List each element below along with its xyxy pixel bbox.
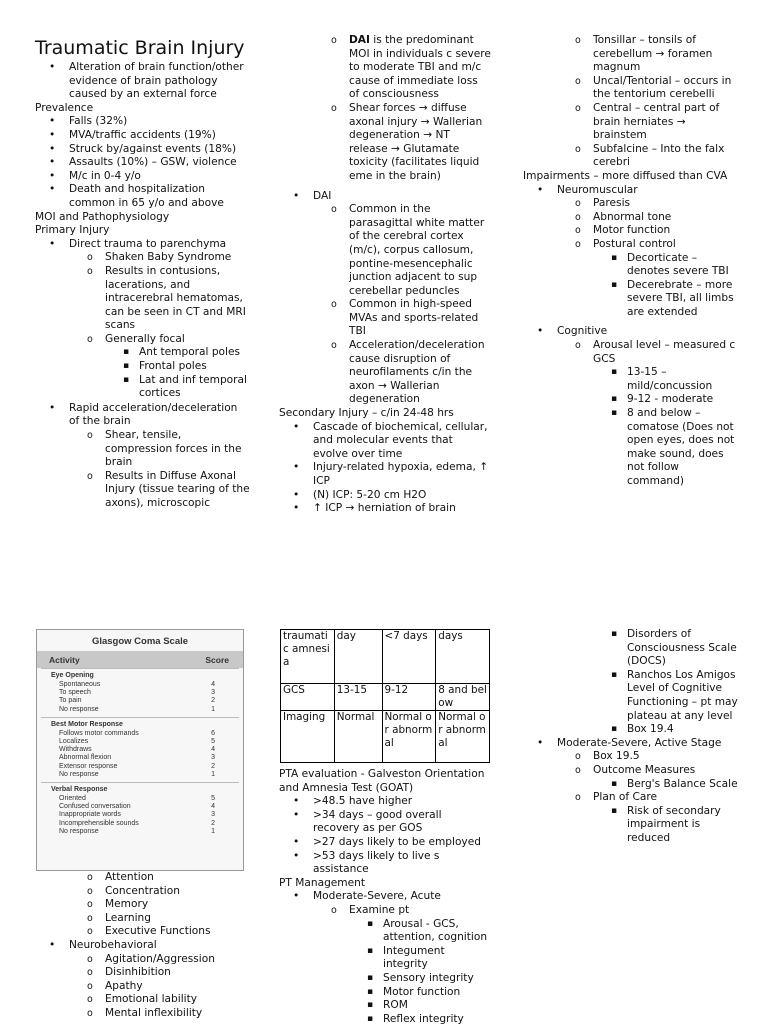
focal-sublist — [35, 346, 250, 400]
sub-sub-item: ▪ Decorticate – denotes severe TBI — [523, 252, 738, 279]
gcs-row — [41, 820, 239, 828]
gcs-row-score: 3 — [211, 689, 215, 697]
neurobehavioral-list — [35, 939, 250, 1021]
sub-item: o Box 19.5 — [523, 750, 738, 764]
sub-item — [279, 904, 491, 1026]
gcs-score-header: Score — [205, 655, 229, 665]
impairment-item — [523, 184, 738, 320]
column-4 — [35, 871, 250, 1021]
prevalence-item: • Death and hospitalization common in 65 y/o and above — [35, 183, 250, 210]
sub-item — [523, 764, 738, 791]
gcs-row-score: 5 — [211, 795, 215, 803]
table-row — [281, 684, 490, 711]
gcs-row — [41, 689, 239, 697]
sub-item: o Results in Diffuse Axonal Injury (tissue tearing of the axons), microscopic — [35, 470, 250, 511]
assessment-item: ▪ Box 19.4 — [523, 723, 738, 737]
herniation-list — [523, 34, 738, 170]
gcs-row-score: 3 — [211, 811, 215, 819]
dai-bold-label: DAI — [349, 34, 370, 46]
herniation-item: o Tonsillar – tonsils of cerebellum → foramen magnum — [523, 34, 738, 75]
sub-item — [523, 238, 738, 320]
assessment-list — [523, 628, 738, 737]
gcs-header-row — [37, 651, 243, 668]
pt-management-heading: PT Management — [279, 876, 366, 889]
gcs-row-label: Follows motor commands — [59, 729, 139, 737]
prevalence-item: • M/c in 0-4 y/o — [35, 170, 250, 184]
prevalence-item: • Struck by/against events (18%) — [35, 143, 250, 157]
gcs-row — [41, 771, 239, 779]
pta-list — [279, 795, 491, 877]
gcs-section-title: Verbal Response — [51, 786, 108, 794]
gcs-row — [41, 811, 239, 819]
gcs-row-label: No response — [59, 827, 99, 835]
prevalence-item: • Assaults (10%) – GSW, violence — [35, 156, 250, 170]
sub-sub-item: ▪ Frontal poles — [35, 360, 250, 374]
neurobehavioral-item — [35, 939, 250, 1021]
rapid-accel-text: Rapid acceleration/deceleration of the brain — [69, 401, 238, 428]
table-row — [281, 711, 490, 763]
gcs-row — [41, 795, 239, 803]
gcs-row — [41, 803, 239, 811]
prevalence-item: • Falls (32%) — [35, 115, 250, 129]
gcs-row-label: Spontaneous — [59, 681, 101, 688]
gcs-row-label: Extensor response — [59, 762, 118, 770]
gcs-row-score: 3 — [211, 754, 215, 762]
sub-item: o Common in the parasagittal white matter of the cerebral cortex (m/c), corpus callosum, pontine-mesencephalic junction adjacent to sup cerebellar peduncles — [279, 203, 491, 298]
exam-item: ▪ Sensory integrity — [279, 972, 491, 986]
sub-item: o Emotional lability — [35, 993, 250, 1007]
table-cell: Normal — [334, 711, 382, 763]
document-title: Traumatic Brain Injury — [35, 37, 245, 59]
primary-injury-heading: Primary Injury — [35, 224, 110, 237]
pt-management-item — [279, 890, 491, 1026]
active-stage-label: Moderate-Severe, Active Stage — [557, 736, 722, 749]
direct-trauma-text: Direct trauma to parenchyma — [69, 237, 227, 250]
exam-item: ▪ ROM — [279, 999, 491, 1013]
dai-list — [279, 190, 491, 408]
cognitive-label: Cognitive — [557, 325, 608, 338]
secondary-injury-heading: Secondary Injury – c/in 24-48 hrs — [279, 407, 454, 420]
column-5 — [279, 768, 491, 1026]
severity-table — [280, 629, 490, 763]
neurobehavioral-label: Neurobehavioral — [69, 938, 157, 951]
cognitive-items-list — [35, 871, 250, 939]
gcs-row-score: 1 — [211, 705, 215, 713]
table-cell: <7 days — [382, 630, 436, 684]
sub-item: o Shaken Baby Syndrome — [35, 251, 250, 265]
exam-item: ▪ Motor function — [279, 986, 491, 1000]
sub-item — [35, 333, 250, 401]
rapid-accel-sublist — [35, 429, 250, 511]
impairments-list — [523, 184, 738, 489]
plan-label: Plan of Care — [593, 791, 658, 804]
gcs-row-score: 4 — [211, 746, 215, 754]
dai-item — [279, 190, 491, 408]
exam-item: ▪ Reflex integrity — [279, 1013, 491, 1026]
sub-sub-item: ▪ Lat and inf temporal cortices — [35, 374, 250, 401]
dai-label: DAI — [313, 189, 332, 202]
gcs-row-score: 4 — [211, 803, 215, 811]
gcs-row — [41, 681, 239, 689]
column-1 — [35, 36, 250, 511]
column-2 — [279, 34, 491, 516]
gcs-row-score: 1 — [211, 827, 215, 835]
prevalence-heading: Prevalence — [35, 101, 94, 114]
dai-intro-list — [279, 34, 491, 184]
outcome-label: Outcome Measures — [593, 763, 696, 776]
prevalence-list — [35, 115, 250, 210]
gcs-level-item: ▪ 9-12 - moderate — [523, 393, 738, 407]
table-cell: Normal or abnormal — [382, 711, 436, 763]
exam-item: ▪ Integument integrity — [279, 945, 491, 972]
gcs-row — [41, 730, 239, 738]
gcs-levels-list — [523, 366, 738, 488]
table-cell: 13-15 — [334, 684, 382, 711]
secondary-item: • Cascade of biochemical, cellular, and molecular events that evolve over time — [279, 421, 491, 462]
gcs-activity-header: Activity — [49, 655, 80, 665]
assessment-item: ▪ Disorders of Consciousness Scale (DOCS) — [523, 628, 738, 669]
pta-item: • >53 days likely to live s assistance — [279, 850, 491, 877]
gcs-row-label: Abnormal flexion — [59, 754, 112, 762]
secondary-item: • (N) ICP: 5-20 cm H2O — [279, 489, 491, 503]
gcs-section — [41, 717, 239, 782]
examine-label: Examine pt — [349, 903, 410, 916]
secondary-item: • Injury-related hypoxia, edema, ↑ ICP — [279, 461, 491, 488]
gcs-level-item: ▪ 8 and below – comatose (Does not open eyes, does not make sound, does not follow command) — [523, 407, 738, 489]
gcs-row-score: 2 — [211, 697, 215, 705]
plan-sublist — [523, 805, 738, 846]
secondary-item: • ↑ ICP → herniation of brain — [279, 502, 491, 516]
sub-item — [523, 339, 738, 489]
gcs-section — [41, 668, 239, 717]
gcs-row — [41, 738, 239, 746]
arousal-label: Arousal level – measured c GCS — [593, 339, 736, 365]
shear-item: o Shear forces → diffuse axonal injury → Wallerian degeneration → NT release → Glutamate toxicity (facilitates liquid eme in the brain) — [279, 102, 491, 184]
postural-sublist — [523, 252, 738, 320]
gcs-row-label: To speech — [59, 689, 91, 697]
gcs-row-label: No response — [59, 705, 99, 713]
sub-item: o Abnormal tone — [523, 211, 738, 225]
sub-item: o Shear, tensile, compression forces in the brain — [35, 429, 250, 470]
gcs-row-label: Localizes — [59, 738, 89, 746]
definition-list — [35, 61, 250, 102]
table-cell: GCS — [281, 684, 335, 711]
primary-injury-item — [35, 402, 250, 511]
active-stage-sublist — [523, 750, 738, 845]
neurobehavioral-sublist — [35, 953, 250, 1021]
gcs-row — [41, 828, 239, 836]
focal-text: Generally focal — [105, 332, 185, 345]
primary-injury-list — [35, 238, 250, 511]
sub-item: o Paresis — [523, 197, 738, 211]
table-cell: Normal or abnormal — [436, 711, 490, 763]
herniation-item: o Central – central part of brain herniates → brainstem — [523, 102, 738, 143]
sub-item: o Mental inflexibility — [35, 1007, 250, 1021]
gcs-row — [41, 706, 239, 714]
sub-item: o Disinhibition — [35, 966, 250, 980]
cognitive-item: o Executive Functions — [35, 925, 250, 939]
gcs-row — [41, 746, 239, 754]
gcs-row — [41, 763, 239, 771]
gcs-row-score: 1 — [211, 770, 215, 778]
secondary-injury-list — [279, 421, 491, 516]
neuromuscular-label: Neuromuscular — [557, 183, 638, 196]
sub-item: o Apathy — [35, 980, 250, 994]
active-stage-list — [523, 737, 738, 846]
outcome-sublist — [523, 778, 738, 792]
table-cell: Imaging — [281, 711, 335, 763]
gcs-row-score: 5 — [211, 738, 215, 746]
sub-sub-item: ▪ Berg's Balance Scale — [523, 778, 738, 792]
gcs-row-label: Inappropriate words — [59, 811, 121, 819]
table-cell: days — [436, 630, 490, 684]
exam-items-list — [279, 918, 491, 1026]
gcs-row-label: Confused conversation — [59, 803, 131, 811]
impairment-item — [523, 325, 738, 488]
gcs-row-score: 6 — [211, 729, 215, 737]
prevalence-item: • MVA/traffic accidents (19%) — [35, 129, 250, 143]
table-cell: day — [334, 630, 382, 684]
dai-intro-text: is the predominant MOI in individuals c severe to moderate TBI and m/c cause of immediate loss of consciousness — [349, 34, 491, 101]
postural-label: Postural control — [593, 237, 676, 250]
pt-management-list — [279, 890, 491, 1026]
primary-injury-item — [35, 238, 250, 401]
gcs-row-label: To pain — [59, 697, 82, 705]
gcs-title: Glasgow Coma Scale — [91, 636, 189, 647]
gcs-row-label: Withdraws — [59, 746, 92, 754]
impairments-heading: Impairments – more diffused than CVA — [523, 169, 728, 182]
table-cell: traumatic amnesia — [281, 630, 335, 684]
sub-item: o Motor function — [523, 224, 738, 238]
table-cell: 9-12 — [382, 684, 436, 711]
exam-item: ▪ Arousal - GCS, attention, cognition — [279, 918, 491, 945]
herniation-item: o Subfalcine – Into the falx cerebri — [523, 143, 738, 170]
sub-sub-item: ▪ Risk of secondary impairment is reduced — [523, 805, 738, 846]
gcs-row-label: No response — [59, 770, 99, 778]
column-3 — [523, 34, 738, 489]
gcs-row-label: Oriented — [59, 795, 86, 803]
cognitive-item: o Attention — [35, 871, 250, 885]
cognitive-item: o Concentration — [35, 885, 250, 899]
table-row — [281, 630, 490, 684]
herniation-item: o Uncal/Tentorial – occurs in the tentorium cerebelli — [523, 75, 738, 102]
gcs-row — [41, 754, 239, 762]
moi-heading: MOI and Pathophysiology — [35, 210, 170, 223]
sub-item: o Common in high-speed MVAs and sports-related TBI — [279, 298, 491, 339]
sub-item: o Acceleration/deceleration cause disruption of neurofilaments c/in the axon → Wallerian degeneration — [279, 339, 491, 407]
cognitive-item: o Memory — [35, 898, 250, 912]
acute-sublist — [279, 904, 491, 1026]
gcs-level-item: ▪ 13-15 – mild/concussion — [523, 366, 738, 393]
gcs-figure — [36, 629, 244, 871]
pta-item: • >34 days – good overall recovery as per GOS — [279, 809, 491, 836]
gcs-row-score: 4 — [211, 681, 215, 688]
pta-item: • >48.5 have higher — [279, 795, 491, 809]
dai-intro-item — [279, 34, 491, 102]
sub-item — [523, 791, 738, 845]
assessment-item: ▪ Ranchos Los Amigos Level of Cognitive Functioning – pt may plateau at any level — [523, 669, 738, 723]
pta-heading: PTA evaluation - Galveston Orientation and Amnesia Test (GOAT) — [279, 768, 485, 794]
dai-sublist — [279, 203, 491, 407]
definition-item: • Alteration of brain function/other evidence of brain pathology caused by an external force — [35, 61, 250, 102]
gcs-row-score: 2 — [211, 762, 215, 770]
gcs-row — [41, 697, 239, 705]
sub-item: o Agitation/Aggression — [35, 953, 250, 967]
pta-item: • >27 days likely to be employed — [279, 836, 491, 850]
gcs-row-label: Incomprehensible sounds — [59, 819, 139, 827]
column-6 — [523, 628, 738, 846]
active-stage-item — [523, 737, 738, 846]
cognitive-item: o Learning — [35, 912, 250, 926]
sub-sub-item: ▪ Decerebrate – more severe TBI, all limbs are extended — [523, 279, 738, 320]
direct-trauma-sublist — [35, 251, 250, 401]
gcs-section-title: Best Motor Response — [51, 720, 123, 728]
gcs-section-title: Eye Opening — [51, 672, 94, 679]
sub-sub-item: ▪ Ant temporal poles — [35, 346, 250, 360]
sub-item: o Results in contusions, lacerations, and intracerebral hematomas, can be seen in CT and MRI scans — [35, 265, 250, 333]
acute-label: Moderate-Severe, Acute — [313, 890, 441, 903]
gcs-row-score: 2 — [211, 819, 215, 827]
gcs-section — [41, 782, 239, 839]
cognitive-sublist — [523, 339, 738, 489]
table-cell: 8 and below — [436, 684, 490, 711]
neuromuscular-sublist — [523, 197, 738, 319]
